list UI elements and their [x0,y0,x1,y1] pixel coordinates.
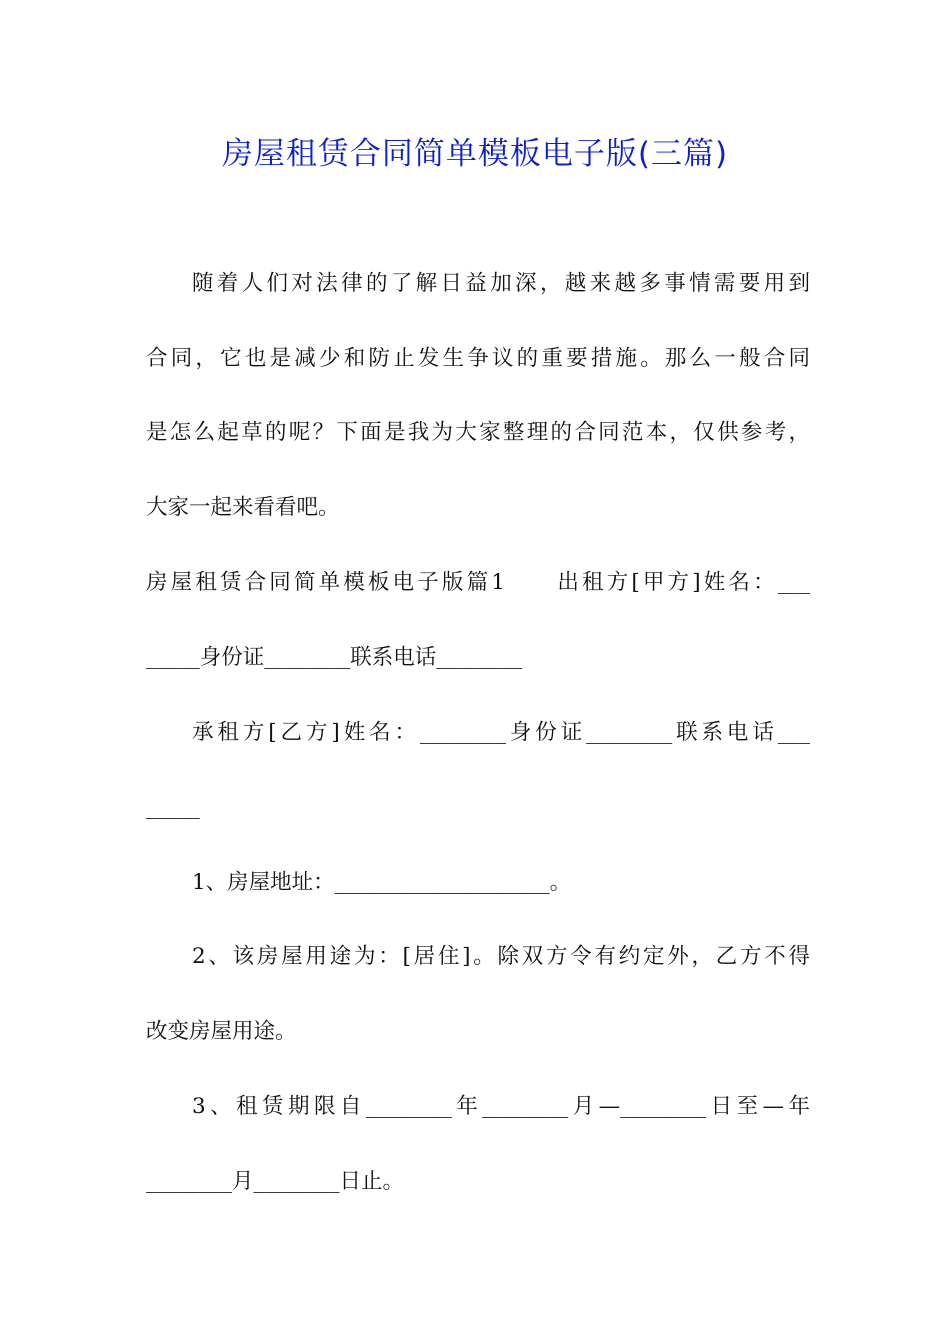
clause-3-term-line-2: ________月________日止。 [146,1169,405,1194]
lessee-info-line-2: _____ [146,795,200,820]
clause-2-usage-line-2: 改变房屋用途。 [146,1019,297,1044]
paragraph-intro-line-2: 合同，它也是减少和防止发生争议的重要措施。那么一般合同 [146,346,810,371]
paragraph-intro-line-1: 随着人们对法律的了解日益加深，越来越多事情需要用到 [192,271,810,296]
paragraph-intro-line-4: 大家一起来看看吧。 [146,495,340,520]
clause-1-address: 1、房屋地址：____________________。 [192,870,572,895]
document-title: 房屋租赁合同简单模板电子版(三篇) [221,136,729,172]
lessor-info-line: _____身份证________联系电话________ [146,645,523,670]
clause-3-term-line-1: 3、租赁期限自________年________月—________日至—年 [192,1094,810,1119]
lessee-info-line-1: 承租方[乙方]姓名：________身份证________联系电话___ [192,720,810,745]
section-heading-line: 房屋租赁合同简单模板电子版篇1 出租方[甲方]姓名：___ [146,570,810,595]
clause-2-usage-line-1: 2、该房屋用途为：[居住]。除双方令有约定外，乙方不得 [192,944,810,969]
paragraph-intro-line-3: 是怎么起草的呢？下面是我为大家整理的合同范本，仅供参考， [146,420,810,445]
